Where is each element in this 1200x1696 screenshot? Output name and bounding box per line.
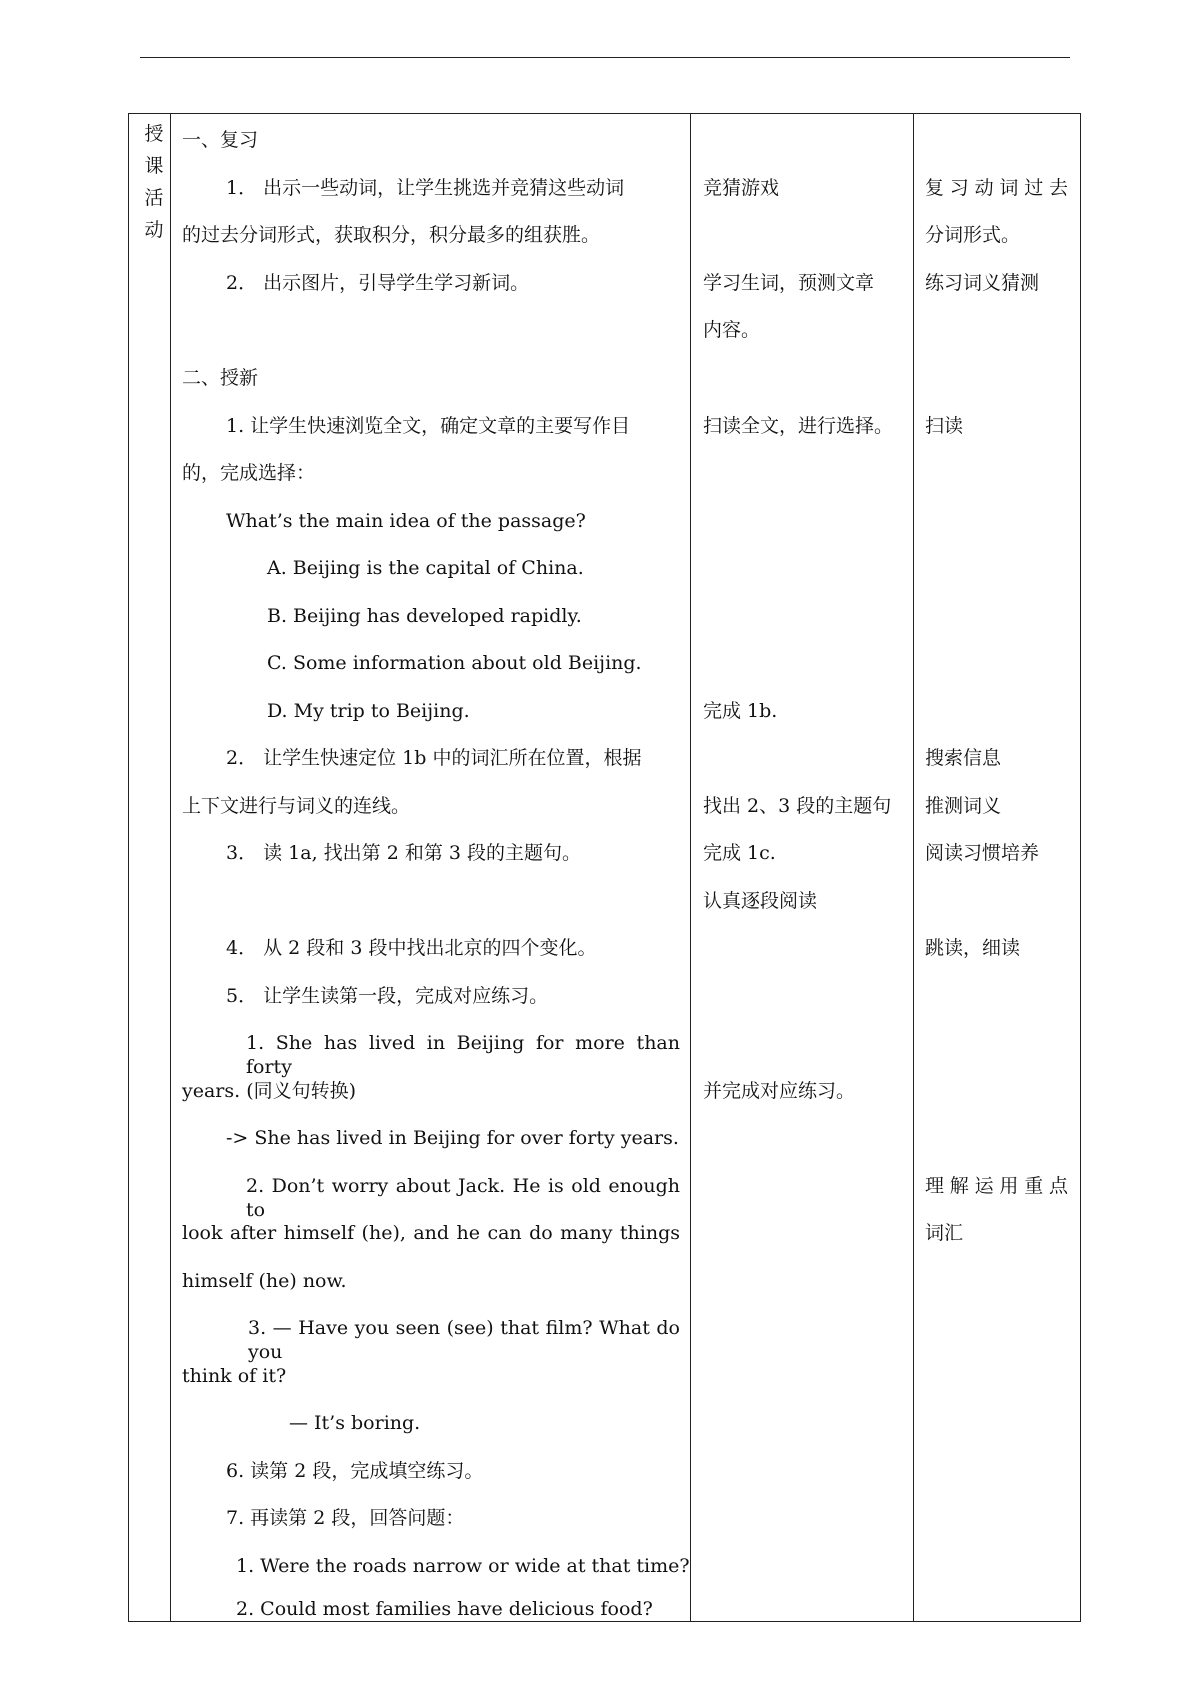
intent-1-line-1: 复习动词过去 [925, 177, 1068, 199]
side-label-char: 活 [144, 187, 164, 209]
review-step-1-line-2: 的过去分词形式，获取积分，积分最多的组获胜。 [182, 224, 601, 246]
student-activity-4: 完成 1b. [703, 700, 778, 722]
side-label-char: 授 [144, 123, 164, 145]
exercise-1-line-2: years. (同义句转换) [182, 1080, 357, 1102]
student-activity-1: 竞猜游戏 [703, 177, 780, 199]
review-step-1-line-1: 1． 出示一些动词，让学生挑选并竞猜这些动词 [226, 177, 625, 199]
student-activity-8: 并完成对应练习。 [703, 1080, 856, 1102]
intent-8-line-2: 词汇 [925, 1222, 964, 1244]
new-step-2-line-1: 2． 让学生快速定位 1b 中的词汇所在位置，根据 [226, 747, 642, 769]
review-step-2: 2． 出示图片，引导学生学习新词。 [226, 272, 530, 294]
header-rule [140, 57, 1070, 58]
table-column-divider-3 [913, 113, 914, 1622]
new-step-1-line-1: 1. 让学生快速浏览全文，确定文章的主要写作目 [226, 415, 631, 437]
exercise-2-line-3: himself (he) now. [182, 1270, 347, 1292]
student-activity-6: 完成 1c. [703, 842, 776, 864]
new-step-1-line-2: 的，完成选择： [182, 462, 316, 484]
option-a: A. Beijing is the capital of China. [267, 557, 584, 579]
student-activity-2-line-1: 学习生词，预测文章 [703, 272, 875, 294]
new-step-6: 6. 读第 2 段，完成填空练习。 [226, 1460, 484, 1482]
question-1: 1. Were the roads narrow or wide at that time? [236, 1555, 690, 1577]
new-step-4: 4． 从 2 段和 3 段中找出北京的四个变化。 [226, 937, 597, 959]
exercise-2-line-1: 2. Don’t worry about Jack. He is old enough to [246, 1175, 680, 1221]
option-d: D. My trip to Beijing. [267, 700, 470, 722]
student-activity-5: 找出 2、3 段的主题句 [703, 795, 892, 817]
question-2: 2. Could most families have delicious food? [236, 1598, 653, 1620]
student-activity-2-line-2: 内容。 [703, 319, 761, 341]
student-activity-3: 扫读全文，进行选择。 [703, 415, 894, 437]
exercise-1-answer: -> She has lived in Beijing for over forty years. [226, 1127, 679, 1149]
option-b: B. Beijing has developed rapidly. [267, 605, 582, 627]
review-heading: 一、复习 [182, 129, 259, 151]
intent-2: 练习词义猜测 [925, 272, 1040, 294]
intent-4: 搜索信息 [925, 747, 1002, 769]
main-idea-question: What’s the main idea of the passage? [226, 510, 586, 532]
intent-3: 扫读 [925, 415, 964, 437]
exercise-3-line-1: 3. — Have you seen (see) that film? What do you [248, 1317, 680, 1363]
new-lesson-heading: 二、授新 [182, 367, 259, 389]
new-step-2-line-2: 上下文进行与词义的连线。 [182, 795, 411, 817]
table-border-top [128, 113, 1081, 114]
intent-6: 阅读习惯培养 [925, 842, 1040, 864]
option-c: C. Some information about old Beijing. [267, 652, 642, 674]
student-activity-7: 认真逐段阅读 [703, 890, 818, 912]
exercise-2-line-2: look after himself (he), and he can do many things [182, 1222, 680, 1244]
intent-5: 推测词义 [925, 795, 1002, 817]
table-border-left [128, 113, 129, 1622]
exercise-3-line-2: think of it? [182, 1365, 287, 1387]
exercise-1-line-1: 1. She has lived in Beijing for more than forty [246, 1032, 680, 1078]
table-column-divider-1 [170, 113, 171, 1622]
table-border-bottom [128, 1621, 1081, 1622]
new-step-3: 3． 读 1a, 找出第 2 和第 3 段的主题句。 [226, 842, 581, 864]
table-column-divider-2 [690, 113, 691, 1622]
intent-8-line-1: 理解运用重点 [925, 1175, 1068, 1197]
new-step-7: 7. 再读第 2 段，回答问题： [226, 1507, 465, 1529]
exercise-3-line-3: — It’s boring. [289, 1412, 421, 1434]
intent-7: 跳读，细读 [925, 937, 1021, 959]
side-label-char: 课 [144, 155, 164, 177]
side-label-char: 动 [144, 219, 164, 241]
new-step-5: 5． 让学生读第一段，完成对应练习。 [226, 985, 549, 1007]
table-border-right [1080, 113, 1081, 1622]
intent-1-line-2: 分词形式。 [925, 224, 1021, 246]
